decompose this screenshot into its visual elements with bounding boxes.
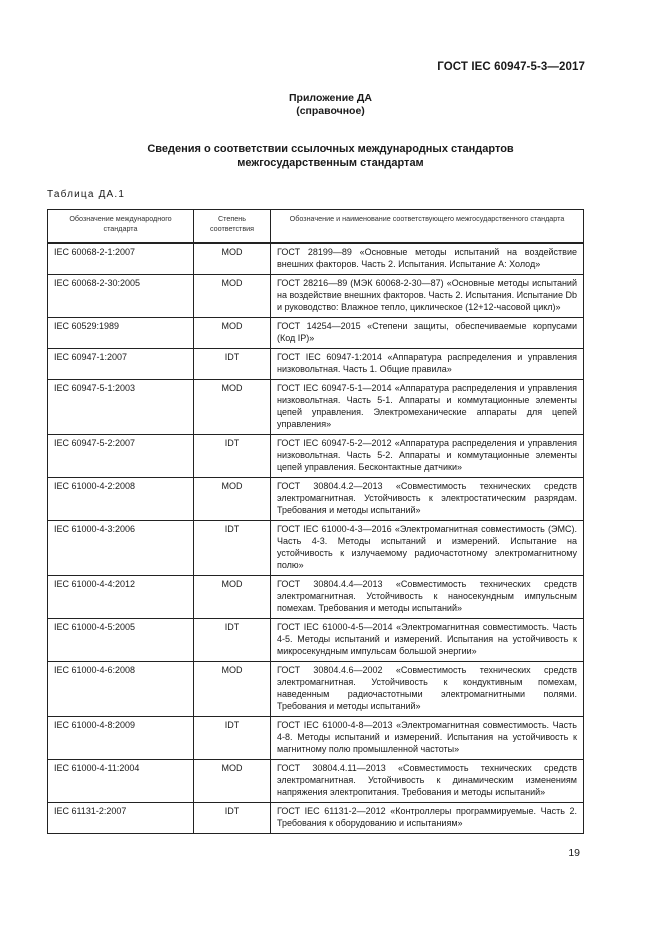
degree-cell: IDT: [194, 619, 271, 662]
degree-cell: IDT: [194, 435, 271, 478]
table-row: [48, 760, 584, 803]
interstate-standard-cell: ГОСТ 30804.4.4—2013 «Совместимость технических средств электромагнитная. Устойчивость к наносекундным импульсным помехам. Требования и методы испытаний»: [271, 576, 584, 619]
degree-cell: MOD: [194, 576, 271, 619]
table-row: [48, 662, 584, 717]
table-row: [48, 803, 584, 834]
degree-cell: MOD: [194, 318, 271, 349]
degree-cell: MOD: [194, 243, 271, 275]
international-standard-cell: IEC 61000-4-2:2008: [48, 478, 194, 521]
table-row: [48, 435, 584, 478]
table-row: [48, 717, 584, 760]
degree-cell: MOD: [194, 478, 271, 521]
table-row: [48, 243, 584, 275]
table-caption: Таблица ДА.1: [47, 189, 126, 200]
interstate-standard-cell: ГОСТ IEC 61131-2—2012 «Контроллеры программируемые. Часть 2. Требования к оборудованию и испытаниям»: [271, 803, 584, 834]
table-header-row: [48, 210, 584, 244]
interstate-standard-cell: ГОСТ 30804.4.2—2013 «Совместимость технических средств электромагнитная. Устойчивость к электростатическим разрядам. Требования и методы испытаний»: [271, 478, 584, 521]
degree-cell: MOD: [194, 275, 271, 318]
interstate-standard-cell: ГОСТ IEC 61000-4-8—2013 «Электромагнитная совместимость. Часть 4-8. Методы испытаний и измерений. Испытания на устойчивость к магнитному полю промышленной частоты»: [271, 717, 584, 760]
degree-cell: MOD: [194, 760, 271, 803]
header-degree: Степень соответствия: [194, 210, 271, 244]
interstate-standard-cell: ГОСТ IEC 60947-5-1—2014 «Аппаратура распределения и управления низковольтная. Часть 5-1. Аппараты и коммутационные элементы цепей управления. Электромеханические аппараты для цепей управления»: [271, 380, 584, 435]
international-standard-cell: IEC 61000-4-3:2006: [48, 521, 194, 576]
table-row: [48, 275, 584, 318]
header-interstate-standard: Обозначение и наименование соответствующего межгосударственного стандарта: [271, 210, 584, 244]
appendix-heading: [0, 92, 661, 118]
interstate-standard-cell: ГОСТ 28216—89 (МЭК 60068-2-30—87) «Основные методы испытаний на воздействие внешних факторов. Часть 2. Испытания. Испытание Db и руководство: Влажное тепло, циклическое (12+12-часовой цикл)»: [271, 275, 584, 318]
international-standard-cell: IEC 61000-4-8:2009: [48, 717, 194, 760]
degree-cell: MOD: [194, 662, 271, 717]
international-standard-cell: IEC 60529:1989: [48, 318, 194, 349]
appendix-title: Приложение ДА: [289, 92, 372, 104]
degree-cell: IDT: [194, 717, 271, 760]
international-standard-cell: IEC 60947-1:2007: [48, 349, 194, 380]
interstate-standard-cell: ГОСТ 30804.4.11—2013 «Совместимость технических средств электромагнитная. Устойчивость к динамическим изменениям напряжения электропитания. Требования и методы испытаний»: [271, 760, 584, 803]
international-standard-cell: IEC 60068-2-1:2007: [48, 243, 194, 275]
page-number: 19: [568, 847, 580, 859]
table-row: [48, 380, 584, 435]
table-row: [48, 521, 584, 576]
degree-cell: IDT: [194, 803, 271, 834]
table-row: [48, 318, 584, 349]
document-code: ГОСТ IEC 60947-5-3—2017: [437, 61, 585, 73]
international-standard-cell: IEC 60068-2-30:2005: [48, 275, 194, 318]
international-standard-cell: IEC 61000-4-4:2012: [48, 576, 194, 619]
international-standard-cell: IEC 60947-5-1:2003: [48, 380, 194, 435]
table-body: [48, 243, 584, 834]
correspondence-table: [47, 209, 584, 834]
international-standard-cell: IEC 61000-4-6:2008: [48, 662, 194, 717]
header-international-standard: Обозначение международного стандарта: [48, 210, 194, 244]
interstate-standard-cell: ГОСТ IEC 61000-4-3—2016 «Электромагнитная совместимость (ЭМС). Часть 4-3. Методы испытаний и измерений. Испытание на устойчивость к излучаемому радиочастотному электромагнитному полю»: [271, 521, 584, 576]
table-row: [48, 619, 584, 662]
table-row: [48, 349, 584, 380]
degree-cell: IDT: [194, 349, 271, 380]
interstate-standard-cell: ГОСТ 30804.4.6—2002 «Совместимость технических средств электромагнитная. Устойчивость к кондуктивным помехам, наведенным радиочастотными электромагнитными полями. Требования и методы испытаний»: [271, 662, 584, 717]
section-title-line2: межгосударственным стандартам: [237, 157, 424, 169]
appendix-subtitle: (справочное): [296, 105, 365, 117]
section-title: [0, 142, 661, 170]
table-row: [48, 478, 584, 521]
interstate-standard-cell: ГОСТ IEC 60947-1:2014 «Аппаратура распределения и управления низковольтная. Часть 1. Общие правила»: [271, 349, 584, 380]
international-standard-cell: IEC 61000-4-11:2004: [48, 760, 194, 803]
interstate-standard-cell: ГОСТ IEC 60947-5-2—2012 «Аппаратура распределения и управления низковольтная. Часть 5-2. Аппараты и коммутационные элементы цепей управления. Бесконтактные датчики»: [271, 435, 584, 478]
table-row: [48, 576, 584, 619]
interstate-standard-cell: ГОСТ IEC 61000-4-5—2014 «Электромагнитная совместимость. Часть 4-5. Методы испытаний и измерений. Испытания на устойчивость к микросекундным импульсам большой энергии»: [271, 619, 584, 662]
international-standard-cell: IEC 61131-2:2007: [48, 803, 194, 834]
interstate-standard-cell: ГОСТ 28199—89 «Основные методы испытаний на воздействие внешних факторов. Часть 2. Испытания. Испытание А: Холод»: [271, 243, 584, 275]
international-standard-cell: IEC 61000-4-5:2005: [48, 619, 194, 662]
interstate-standard-cell: ГОСТ 14254—2015 «Степени защиты, обеспечиваемые корпусами (Код IP)»: [271, 318, 584, 349]
degree-cell: IDT: [194, 521, 271, 576]
section-title-line1: Сведения о соответствии ссылочных международных стандартов: [147, 143, 514, 155]
international-standard-cell: IEC 60947-5-2:2007: [48, 435, 194, 478]
degree-cell: MOD: [194, 380, 271, 435]
